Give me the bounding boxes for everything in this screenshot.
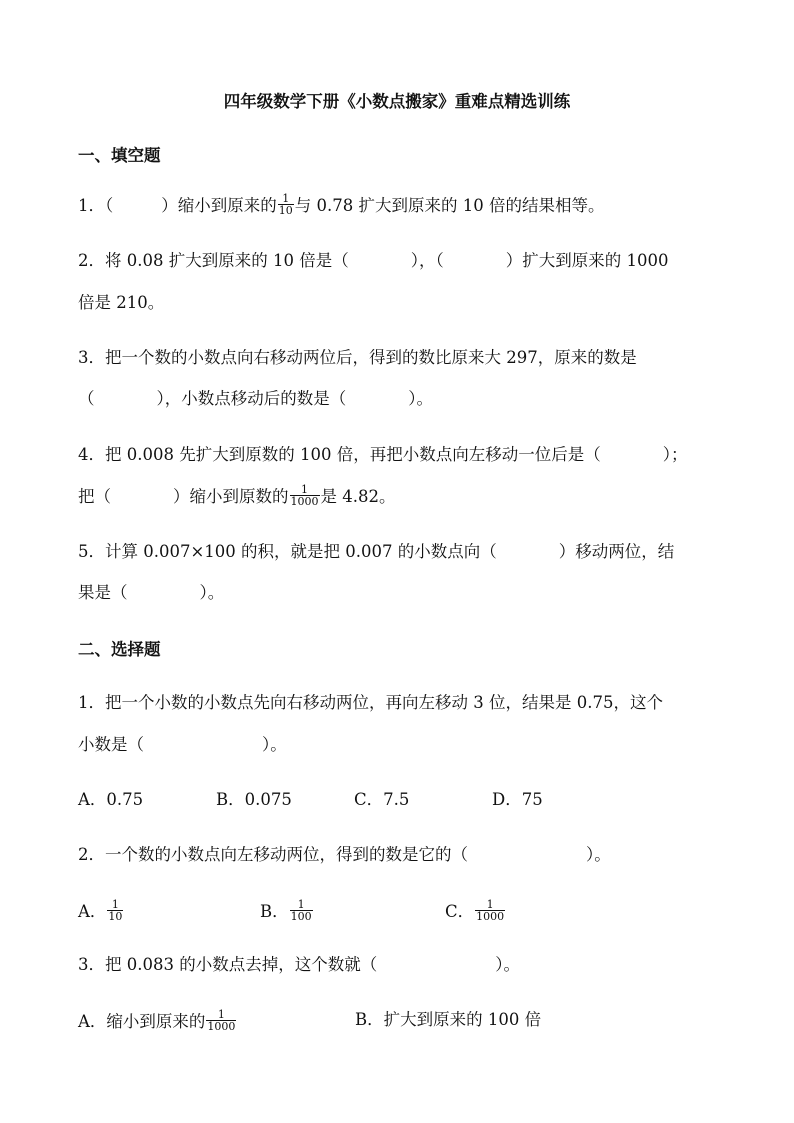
fill-question-3-cont: （ ），小数点移动后的数是（ ）。 xyxy=(78,389,433,408)
choice-1-option-a[interactable]: A．0.75 xyxy=(78,790,144,809)
fraction: $\frac{1}{1000}$ xyxy=(476,898,505,923)
choice-question-2: 2．一个数的小数点向左移动两位，得到的数是它的（ ）。 xyxy=(78,845,611,864)
fill-question-4: 4．把 0.008 先扩大到原数的 100 倍，再把小数点向左移动一位后是（ ）； xyxy=(78,445,688,464)
fill-question-4-cont: 把（ ）缩小到原数的 $\frac{1}{1000}$ 是 4.82。 xyxy=(78,483,396,508)
choice-3-option-b[interactable]: B．扩大到原来的 100 倍 xyxy=(355,1010,542,1029)
choice-1-option-d[interactable]: D．75 xyxy=(492,790,543,809)
choice-question-1: 1．把一个小数的小数点先向右移动两位，再向左移动 3 位，结果是 0.75，这个 xyxy=(78,693,663,712)
page-title: 四年级数学下册《小数点搬家》重难点精选训练 xyxy=(223,92,571,111)
fill-question-2: 2．将 0.08 扩大到原来的 10 倍是（ ），（ ）扩大到原来的 1000 xyxy=(78,251,669,270)
choice-2-option-a[interactable]: A． $\frac{1}{10}$ xyxy=(78,898,123,923)
fill-question-5-cont: 果是（ ）。 xyxy=(78,583,225,602)
fraction: $\frac{1}{1000}$ xyxy=(207,1008,236,1033)
fraction: $\frac{1}{10}$ xyxy=(278,192,293,217)
choice-1-option-c[interactable]: C．7.5 xyxy=(354,790,410,809)
fill-question-5: 5．计算 0.007×100 的积，就是把 0.007 的小数点向（ ）移动两位，结 xyxy=(78,542,675,561)
fraction: $\frac{1}{10}$ xyxy=(108,898,123,923)
fill-question-2-cont: 倍是 210。 xyxy=(78,293,165,312)
choice-3-option-a[interactable]: A．缩小到原来的 $\frac{1}{1000}$ xyxy=(78,1008,236,1033)
choice-2-option-c[interactable]: C． $\frac{1}{1000}$ xyxy=(445,898,505,923)
choice-2-option-b[interactable]: B． $\frac{1}{100}$ xyxy=(260,898,312,923)
fraction: $\frac{1}{1000}$ xyxy=(290,483,319,508)
fill-question-3: 3．把一个数的小数点向右移动两位后，得到的数比原来大 297，原来的数是 xyxy=(78,348,637,367)
section-heading-fill: 一、填空题 xyxy=(78,146,161,165)
section-heading-choice: 二、选择题 xyxy=(78,640,161,659)
choice-1-option-b[interactable]: B．0.075 xyxy=(216,790,292,809)
choice-question-1-cont: 小数是（ ）。 xyxy=(78,735,287,754)
fraction: $\frac{1}{100}$ xyxy=(290,898,312,923)
choice-question-3: 3．把 0.083 的小数点去掉，这个数就（ ）。 xyxy=(78,955,520,974)
fill-question-1: 1．（ ）缩小到原来的 $\frac{1}{10}$ 与 0.78 扩大到原来的 10 倍的结果相等。 xyxy=(78,192,605,217)
